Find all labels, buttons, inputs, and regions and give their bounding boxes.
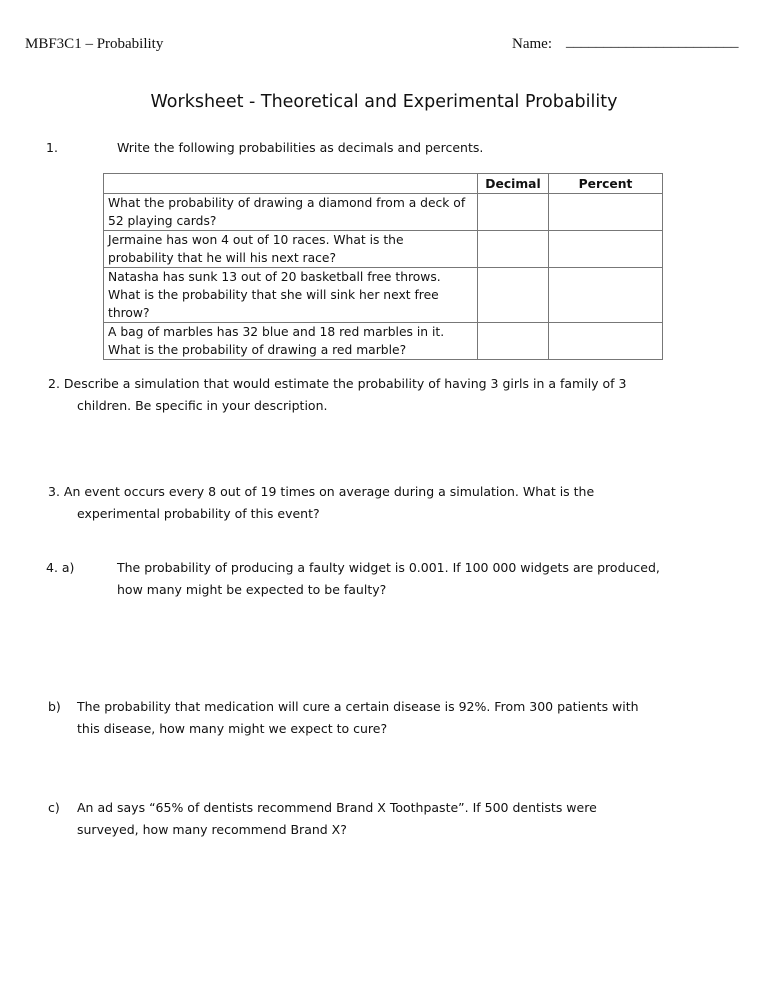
question-instruction: Write the following probabilities as decimals and percents. xyxy=(117,140,484,155)
question-4a-line-1: The probability of producing a faulty widget is 0.001. If 100 000 widgets are produced, xyxy=(117,560,660,575)
question-cell: Jermaine has won 4 out of 10 races. What is the probability that he will his next race? xyxy=(104,231,478,268)
question-cell: A bag of marbles has 32 blue and 18 red marbles in it. What is the probability of drawing a red marble? xyxy=(104,323,478,360)
question-2-line-1: 2. Describe a simulation that would estimate the probability of having 3 girls in a family of 3 xyxy=(48,376,627,391)
percent-answer-cell[interactable] xyxy=(549,268,663,323)
question-cell: What the probability of drawing a diamond from a deck of 52 playing cards? xyxy=(104,194,478,231)
probability-table xyxy=(103,173,663,360)
table-row xyxy=(104,268,663,323)
question-2-line-2: children. Be specific in your description. xyxy=(77,398,328,413)
question-4a-label: 4. a) xyxy=(46,560,75,575)
column-header-question xyxy=(104,174,478,194)
column-header-percent: Percent xyxy=(549,174,663,194)
question-cell: Natasha has sunk 13 out of 20 basketball free throws. What is the probability that she will sink her next free throw? xyxy=(104,268,478,323)
name-field[interactable]: _______________________ xyxy=(566,34,739,50)
question-3-line-1: 3. An event occurs every 8 out of 19 times on average during a simulation. What is the xyxy=(48,484,595,499)
percent-answer-cell[interactable] xyxy=(549,231,663,268)
decimal-answer-cell[interactable] xyxy=(478,268,549,323)
question-4b-line-2: this disease, how many might we expect to cure? xyxy=(77,721,388,736)
decimal-answer-cell[interactable] xyxy=(478,231,549,268)
page-title: Worksheet - Theoretical and Experimental Probability xyxy=(150,92,618,112)
course-header: MBF3C1 – Probability xyxy=(25,36,164,52)
percent-answer-cell[interactable] xyxy=(549,194,663,231)
percent-answer-cell[interactable] xyxy=(549,323,663,360)
decimal-answer-cell[interactable] xyxy=(478,323,549,360)
decimal-answer-cell[interactable] xyxy=(478,194,549,231)
name-label: Name: xyxy=(512,36,552,52)
table-header-row xyxy=(104,174,663,194)
table-row xyxy=(104,194,663,231)
question-4b-line-1: The probability that medication will cure a certain disease is 92%. From 300 patients with xyxy=(77,699,639,714)
column-header-decimal: Decimal xyxy=(478,174,549,194)
question-4b-label: b) xyxy=(48,699,61,714)
table-row xyxy=(104,323,663,360)
question-3-line-2: experimental probability of this event? xyxy=(77,506,320,521)
question-4c-line-2: surveyed, how many recommend Brand X? xyxy=(77,822,347,837)
question-4a-line-2: how many might be expected to be faulty? xyxy=(117,582,387,597)
question-4c-line-1: An ad says “65% of dentists recommend Brand X Toothpaste”. If 500 dentists were xyxy=(77,800,597,815)
question-4c-label: c) xyxy=(48,800,60,815)
question-number: 1. xyxy=(46,140,58,155)
table-row xyxy=(104,231,663,268)
